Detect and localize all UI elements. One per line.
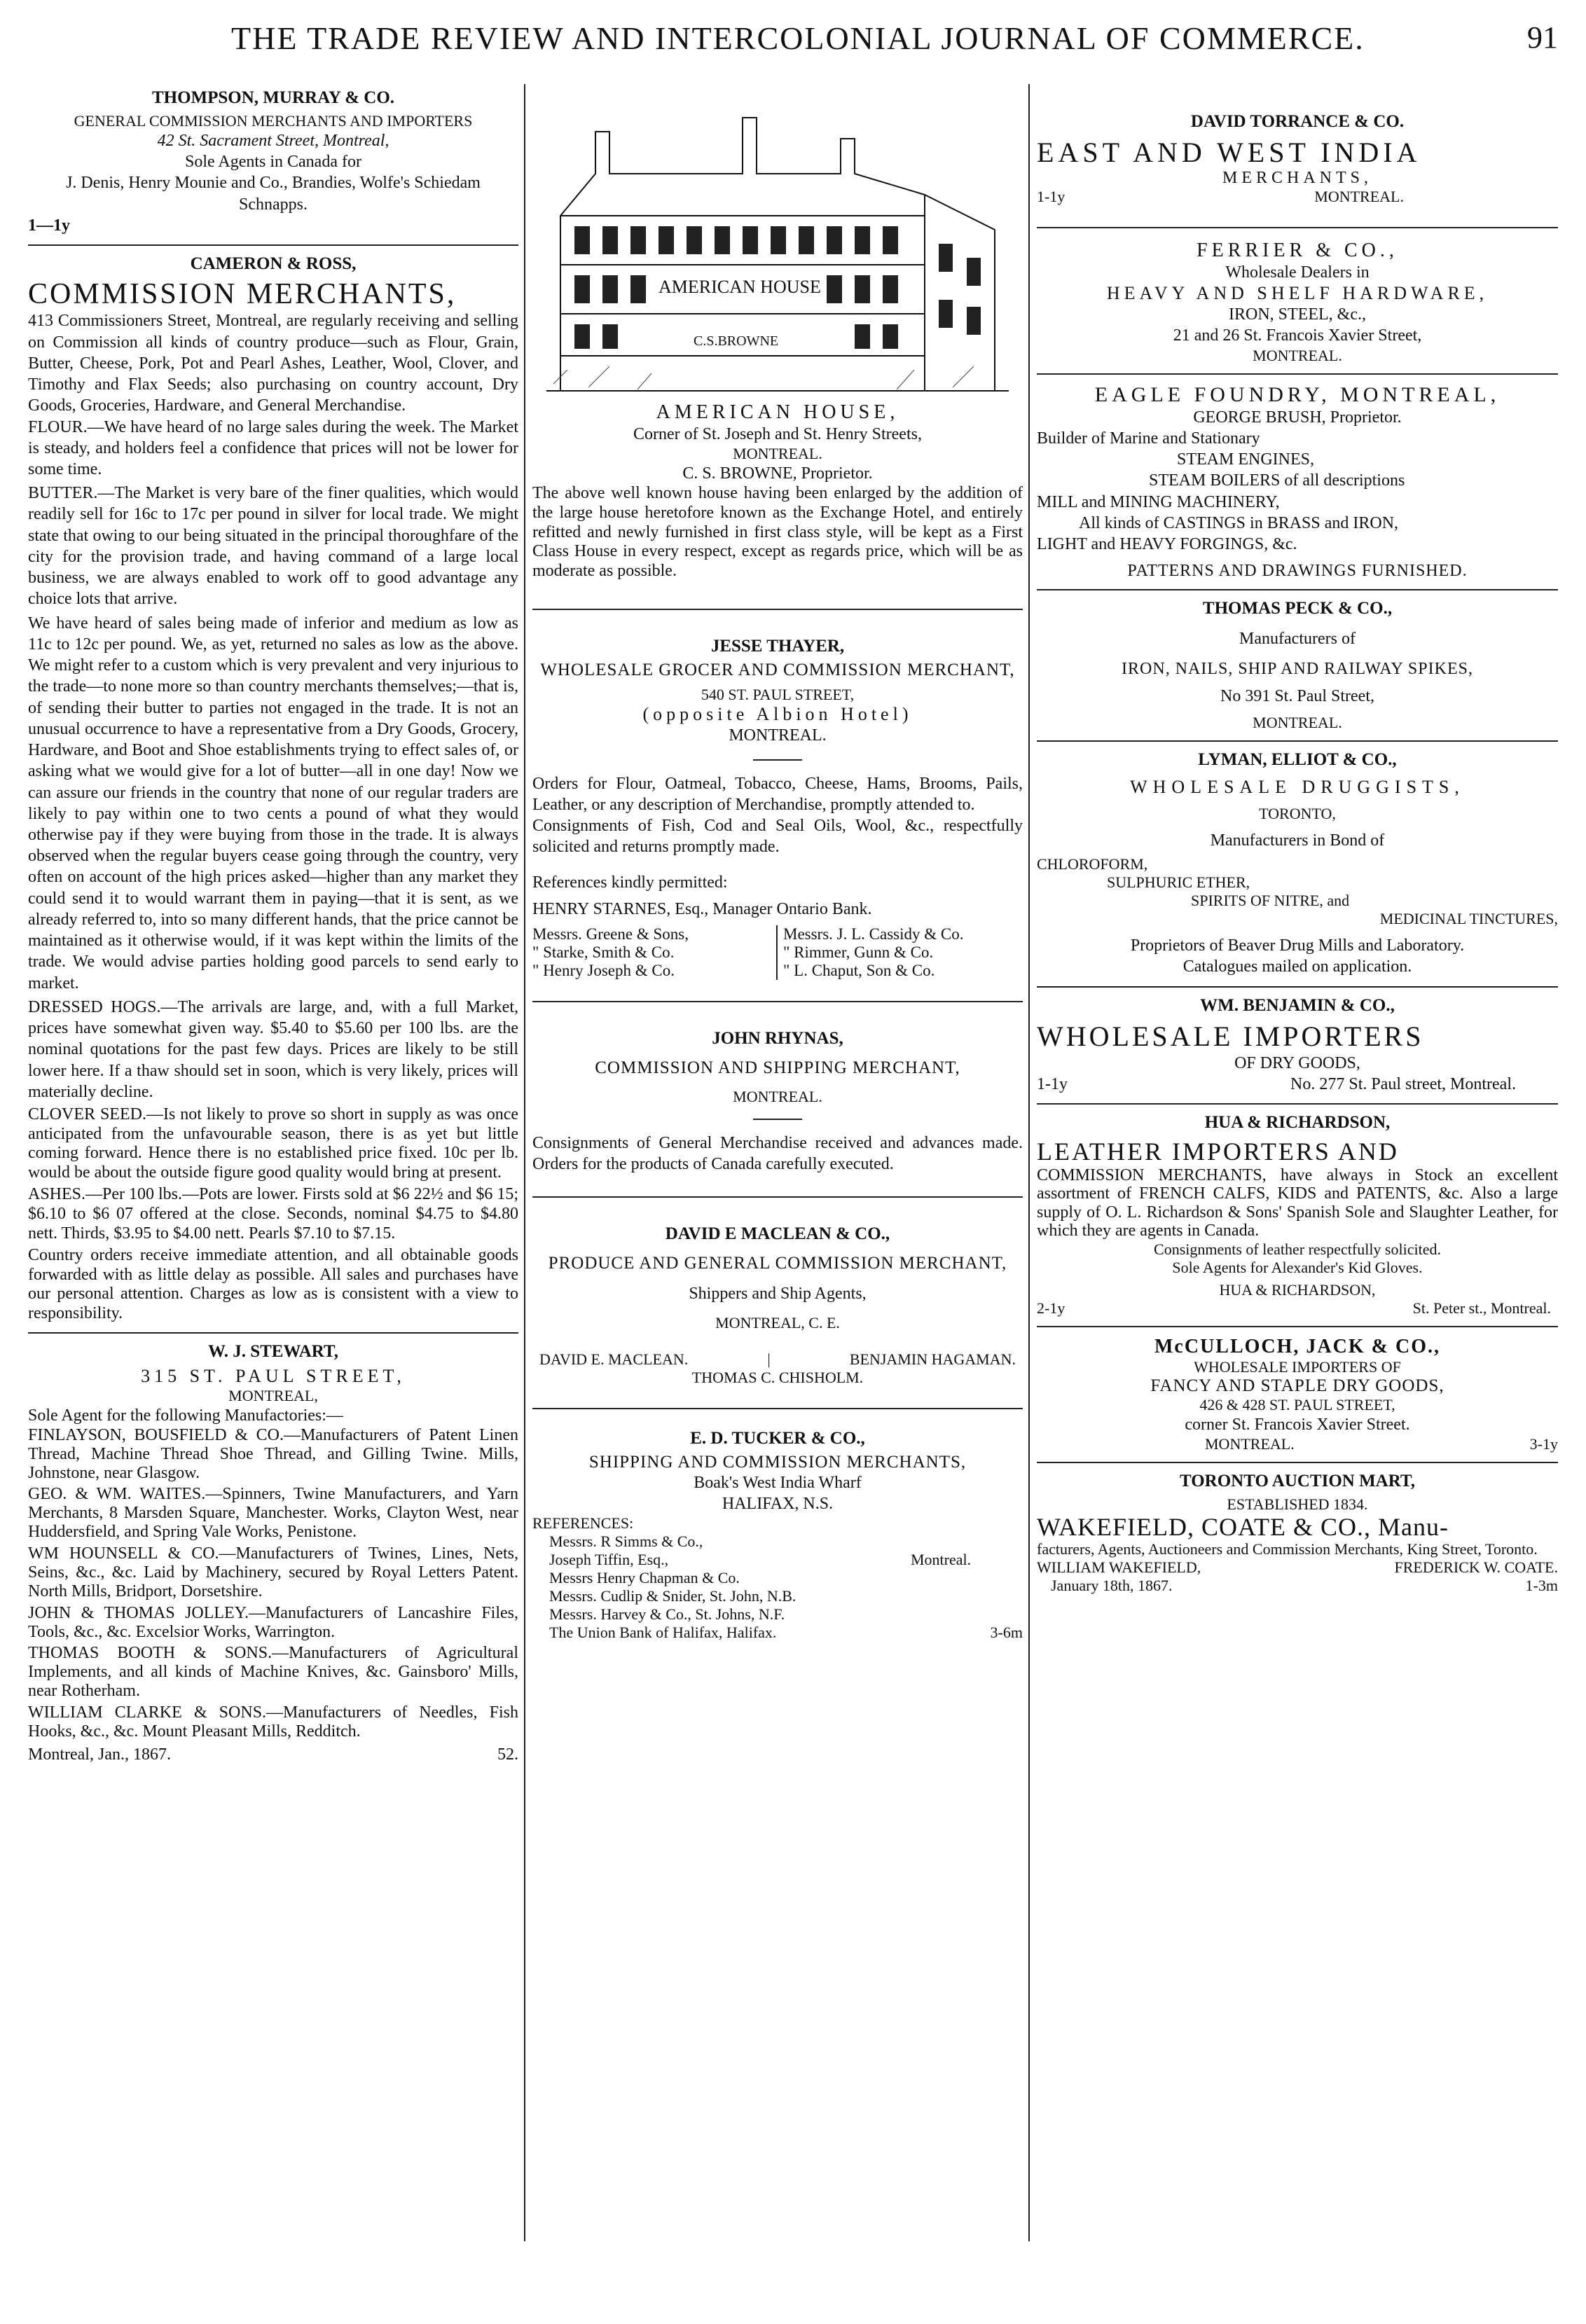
firm-name: EAGLE FOUNDRY, MONTREAL, — [1094, 382, 1501, 406]
ad-body: Consignments of General Merchandise received and advances made. Orders for the products of Canada carefully executed. — [532, 1134, 1023, 1174]
address: 42 St. Sacrament Street, Montreal, — [157, 132, 389, 150]
reference: Messrs. R Simms & Co., — [549, 1533, 703, 1551]
city: MONTREAL. — [1253, 713, 1342, 731]
city: MONTREAL, C. E. — [715, 1313, 840, 1332]
product: SULPHURIC ETHER, — [1107, 873, 1250, 892]
ad-line: Manufacturers of — [1239, 630, 1356, 649]
firm-name: THOMPSON, MURRAY & CO. — [151, 88, 395, 107]
divider — [1037, 227, 1558, 228]
city: MONTREAL. — [1314, 188, 1404, 205]
ad-heading: LEATHER IMPORTERS AND — [1037, 1137, 1399, 1166]
firm-name: JESSE THAYER, — [710, 637, 845, 656]
firm-name: E. D. TUCKER & CO., — [690, 1428, 865, 1448]
ad-line: Sole Agents for Alexander's Kid Gloves. — [1172, 1258, 1423, 1276]
ad-line: J. Denis, Henry Mounie and Co., Brandies, Wolfe's Schiedam Schnapps. — [66, 174, 481, 214]
firm-name: WM. BENJAMIN & CO., — [1200, 995, 1395, 1015]
ad-toronto-auction-mart — [1037, 1472, 1558, 1595]
ad-line: IRON, STEEL, &c., — [1229, 305, 1366, 324]
ad-ferrier — [1037, 240, 1558, 365]
ad-jesse-thayer — [532, 618, 1023, 980]
ad-code: 1-1y — [1037, 1074, 1068, 1093]
address: corner St. Francois Xavier Street. — [1185, 1415, 1410, 1434]
ad-heading: WHOLESALE GROCER AND COMMISSION MERCHANT, — [540, 660, 1015, 680]
firm-name: LYMAN, ELLIOT & CO., — [1198, 749, 1397, 769]
manufacturer: WM HOUNSELL & CO.—Manufacturers of Twines, Lines, Nets, Seins, &c., &c. Laid by Machinery, secured by Royal Letters Patent. North Mills, Bridport, Dorsetshire. — [28, 1544, 518, 1600]
firm-name: W. J. STEWART, — [208, 1341, 338, 1361]
ad-body: 413 Commissioners Street, Montreal, are regularly receiving and selling on Commission all kinds of country produce—such as Flour, Grain, Butter, Cheese, Pork, Pot and Pearl Ashes, Leather, Wool, Clover, and Timothy and Flax Seeds; also purchasing on country account, Dry Goods, Groceries, Hardware, and General Merchandise. — [28, 312, 518, 415]
partner-name: WILLIAM WAKEFIELD, — [1037, 1558, 1201, 1576]
divider — [1037, 373, 1558, 375]
firm-name: DAVID TORRANCE & CO. — [1190, 112, 1405, 131]
ad-date: Montreal, Jan., 1867. — [28, 1745, 171, 1764]
ad-code: 1-1y — [1037, 188, 1066, 205]
city: MONTREAL. — [1205, 1434, 1295, 1453]
column-divider — [524, 84, 525, 2241]
ad-line: MERCHANTS, — [1222, 169, 1373, 187]
divider — [28, 1332, 518, 1334]
firm-name: AMERICAN HOUSE, — [656, 401, 899, 423]
manufacturer: THOMAS BOOTH & SONS.—Manufacturers of Agricultural Implements, and all kinds of Machine Knives, &c. Gainsboro' Mills, near Rotherham. — [28, 1644, 518, 1701]
ad-heading: EAST AND WEST INDIA — [1037, 137, 1421, 168]
address: No 391 St. Paul Street, — [1220, 686, 1374, 705]
address: Corner of St. Joseph and St. Henry Streets, — [633, 425, 922, 443]
ad-body: Consignments of Fish, Cod and Seal Oils, Wool, &c., respectfully solicited and returns promptly made. — [532, 817, 1023, 857]
ad-american-house — [532, 84, 1023, 581]
reference: Messrs. Harvey & Co., St. Johns, N.F. — [549, 1605, 785, 1624]
product: SPIRITS OF NITRE, and — [1191, 892, 1350, 910]
ad-wm-benjamin — [1037, 996, 1558, 1095]
ad-heading: IRON, NAILS, SHIP AND RAILWAY SPIKES, — [1122, 659, 1473, 678]
manufacturer: JOHN & THOMAS JOLLEY.—Manufacturers of Lancashire Files, Tools, &c., &c. Excelsior Works, Warrington. — [28, 1603, 518, 1641]
ad-line: All kinds of CASTINGS in BRASS and IRON, — [1079, 513, 1399, 532]
ad-line: Builder of Marine and Stationary — [1037, 429, 1260, 448]
reference: " Rimmer, Gunn & Co. — [783, 943, 934, 962]
ad-line: OF DRY GOODS, — [1234, 1053, 1360, 1072]
product: CHLOROFORM, — [1037, 855, 1148, 873]
ad-body: Orders for Flour, Oatmeal, Tobacco, Cheese, Hams, Brooms, Pails, Leather, or any description of Merchandise, promptly attended to. — [532, 774, 1023, 814]
city: MONTREAL. — [1253, 346, 1342, 364]
ad-line: Consignments of leather respectfully solicited. — [1154, 1240, 1441, 1258]
ad-line: Sole Agent for the following Manufactories:— — [28, 1406, 343, 1425]
ad-heading: WAKEFIELD, COATE & CO., Manu- — [1037, 1512, 1449, 1541]
ad-mcculloch-jack — [1037, 1336, 1558, 1453]
address: No. 277 St. Paul street, Montreal. — [1290, 1074, 1516, 1093]
reference: The Union Bank of Halifax, Halifax. — [549, 1624, 777, 1642]
partner-name: FREDERICK W. COATE. — [1394, 1558, 1558, 1576]
ad-line: STEAM ENGINES, — [1177, 450, 1314, 469]
manufacturer: FINLAYSON, BOUSFIELD & CO.—Manufacturers of Patent Linen Thread, Machine Thread Shoe Thread, and Gilling Twine. Mills, Johnstone, near Glasgow. — [28, 1425, 518, 1482]
ad-code: 2-1y — [1037, 1299, 1066, 1317]
address: St. Peter st., Montreal. — [1412, 1299, 1551, 1317]
ad-thompson-murray — [28, 88, 518, 236]
divider — [1037, 1462, 1558, 1463]
partner-name: BENJAMIN HAGAMAN. — [849, 1350, 1016, 1368]
reference: " L. Chaput, Son & Co. — [783, 962, 935, 980]
ad-line: PATTERNS AND DRAWINGS FURNISHED. — [1127, 562, 1468, 581]
ad-thomas-peck — [1037, 599, 1558, 731]
svg-text:C.S.BROWNE: C.S.BROWNE — [694, 333, 779, 349]
divider — [1037, 986, 1558, 988]
refs-label: REFERENCES: — [532, 1514, 634, 1533]
ad-stewart — [28, 1342, 518, 1765]
ad-body: facturers, Agents, Auctioneers and Commission Merchants, King Street, Toronto. — [1037, 1540, 1538, 1558]
divider — [532, 1196, 1023, 1198]
product: MEDICINAL TINCTURES, — [1379, 910, 1558, 928]
ad-code: 52. — [497, 1745, 518, 1764]
divider — [753, 759, 802, 761]
ad-heading: HEAVY AND SHELF HARDWARE, — [1106, 283, 1489, 304]
firm-name: THOMAS PECK & CO., — [1202, 599, 1393, 618]
city: MONTREAL. — [733, 1088, 822, 1106]
market-clover: CLOVER SEED.—Is not likely to prove so short in supply as was once anticipated from the unfavourable season, there is as yet but little coming forward. Hence there is no established price fixed. 10c per lb. would be about the outside figure good quality would bring at present. — [28, 1105, 518, 1182]
market-country: Country orders receive immediate attention, and all obtainable goods forwarded with as little delay as possible. All sales and purchases have our personal attention. Charges as low as is consistent with a view to responsibility. — [28, 1246, 518, 1322]
ad-tucker — [532, 1418, 1023, 1642]
city: Montreal. — [911, 1551, 972, 1569]
address: 540 ST. PAUL STREET, — [701, 686, 855, 704]
ad-line: WHOLESALE IMPORTERS OF — [1194, 1357, 1401, 1376]
city: MONTREAL. — [733, 445, 822, 463]
ad-david-maclean: DAVID E MACLEAN & CO., PRODUCE AND GENERAL COMMISSION MERCHANT, Shippers and Ship Agents, MONTREAL, C. E. DAVID E. MACLEAN. | BENJAMIN HAGAMAN. THOMAS C. CHISHOLM. — [532, 1206, 1023, 1387]
city: MONTREAL, — [228, 1386, 318, 1404]
market-flour: FLOUR.—We have heard of no large sales during the week. The Market is steady, and holders feel a confidence that prices will not be lower for some time. — [28, 417, 518, 478]
firm-name: HUA & RICHARDSON, — [1204, 1112, 1391, 1132]
ad-line: Wholesale Dealers in — [1225, 263, 1370, 282]
ad-code: 1—1y — [28, 216, 70, 235]
journal-title: THE TRADE REVIEW AND INTERCOLONIAL JOURNAL OF COMMERCE. — [231, 20, 1365, 56]
market-sales: We have heard of sales being made of inferior and medium as low as 11c to 12c per pound. We, as yet, returned no sales as low as the above. We might refer to a custom which is very prevalent and very injurious to the trade—to none more so than country merchants themselves;—that is, of sending their butter to parties not engaged in the trade. It is not an unusual occurrence to have a representative from a Dry Goods, Grocery, Hardware, and Boot and Shoe establishments trying to effect sales of, or asking what we would give for a lot of butter—all in one day! Now we can assure our friends in the country that none of our regular traders are likely to pay within one to two cents a pound of what they would otherwise pay if they were buying from those in the trade. It is always observed when the regular buyers cease going through the country, very often on account of the high prices asked—higher than any market they could send it to would warrant them in paying—that it is sent, as we already referred to, into so many different hands, that the price cannot be maintained as it otherwise would, if it was kept within the limits of the trade. We would advise parties holding good parcels to send early to market. — [28, 614, 518, 992]
proprietor: GEORGE BRUSH, Proprietor. — [1193, 408, 1402, 427]
reference: Joseph Tiffin, Esq., — [549, 1551, 669, 1569]
market-ashes: ASHES.—Per 100 lbs.—Pots are lower. Firsts sold at $6 22½ and $6 15; $6.10 to $6 07 offered at the close. Seconds, nominal $4.75 to $4.80 nett. Thirds, $3.95 to $4.00 nett. Pearls $7.10 to $7.15. — [28, 1185, 518, 1243]
ad-line: MILL and MINING MACHINERY, — [1037, 492, 1280, 511]
address: 315 ST. PAUL STREET, — [141, 1365, 406, 1386]
divider — [532, 1408, 1023, 1409]
reference: Messrs. Cudlip & Snider, St. John, N.B. — [549, 1587, 797, 1605]
ad-heading: PRODUCE AND GENERAL COMMISSION MERCHANT, — [548, 1253, 1007, 1273]
column-divider — [1028, 84, 1030, 2241]
divider — [1037, 1103, 1558, 1105]
firm-name: FERRIER & CO., — [1197, 240, 1398, 261]
column-right — [1037, 84, 1558, 2241]
city: MONTREAL. — [729, 726, 827, 745]
city: TORONTO, — [1259, 804, 1336, 822]
firm-name: JOHN RHYNAS, — [712, 1029, 843, 1049]
market-hogs: DRESSED HOGS.—The arrivals are large, and, with a full Market, prices have somewhat given way. $5.40 to $5.60 per 100 lbs. are the nominal quotations for the past few days. Prices are likely to be still lower here. If a thaw should set in soon, which is very likely, prices will materially decline. — [28, 997, 518, 1101]
ad-line: Sole Agents in Canada for — [185, 153, 361, 172]
column-middle — [532, 84, 1023, 2241]
proprietor: C. S. BROWNE, Proprietor. — [682, 464, 873, 483]
firm-name: CAMERON & ROSS, — [190, 254, 357, 274]
firm-name: DAVID E MACLEAN & CO., — [665, 1224, 890, 1243]
ad-lyman-elliot — [1037, 750, 1558, 978]
ad-heading: FANCY AND STAPLE DRY GOODS, — [1150, 1376, 1444, 1395]
ad-hua-richardson — [1037, 1113, 1558, 1317]
ad-heading: WHOLESALE DRUGGISTS, — [1130, 776, 1465, 797]
ad-line: ESTABLISHED 1834. — [1227, 1495, 1368, 1513]
ad-line: Catalogues mailed on application. — [1182, 957, 1412, 976]
divider — [28, 244, 518, 246]
partner-name: DAVID E. MACLEAN. — [539, 1350, 689, 1368]
ad-date: January 18th, 1867. — [1051, 1576, 1173, 1594]
ad-code: 1-3m — [1525, 1576, 1558, 1594]
ad-line: GENERAL COMMISSION MERCHANTS AND IMPORTERS — [74, 112, 473, 130]
reference: Messrs. Greene & Sons, — [532, 925, 689, 943]
firm-signature: HUA & RICHARDSON, — [1219, 1280, 1376, 1299]
ad-david-torrance — [1037, 112, 1558, 206]
address: (opposite Albion Hotel) — [642, 704, 913, 725]
page-header — [28, 20, 1558, 69]
divider — [532, 609, 1023, 610]
ad-eagle-foundry — [1037, 383, 1558, 581]
manufacturer: WILLIAM CLARKE & SONS.—Manufacturers of Needles, Fish Hooks, &c., &c. Mount Pleasant Mills, Redditch. — [28, 1703, 518, 1741]
ad-line: Shippers and Ship Agents, — [689, 1284, 867, 1303]
svg-text:AMERICAN HOUSE: AMERICAN HOUSE — [658, 277, 821, 297]
reference: " Starke, Smith & Co. — [532, 943, 675, 962]
ad-cameron-ross — [28, 254, 518, 1323]
reference: HENRY STARNES, Esq., Manager Ontario Bank. — [532, 899, 872, 918]
manufacturer: GEO. & WM. WAITES.—Spinners, Twine Manufacturers, and Yarn Merchants, 8 Marsden Square, Manchester. Works, Clayton West, near Huddersfield, and Spring Vale Works, Penistone. — [28, 1485, 518, 1542]
ad-body: The above well known house having been enlarged by the addition of the large house heretofore known as the Exchange Hotel, and entirely refitted and newly furnished in first class style, will be kept as a First Class House in every respect, except as regards price, which will be as moderate as possible. — [532, 484, 1023, 580]
divider — [1037, 1326, 1558, 1327]
address: Boak's West India Wharf — [694, 1473, 862, 1492]
reference: Messrs Henry Chapman & Co. — [549, 1569, 740, 1587]
ad-heading: SHIPPING AND COMMISSION MERCHANTS, — [588, 1452, 967, 1472]
ad-line: Manufacturers in Bond of — [1210, 831, 1385, 850]
ad-code: 3-1y — [1529, 1434, 1558, 1453]
ad-john-rhynas — [532, 1011, 1023, 1175]
ad-heading: COMMISSION MERCHANTS, — [28, 278, 457, 311]
market-butter: BUTTER.—The Market is very bare of the finer qualities, which would readily sell for 16c to 17c per pound in silver for local trade. We might state that owing to our being situated in the principal thoroughfare of the city for the provision trade, and having command of a large local business, we are always enabled to work off to good advantage any choice lots that arrive. — [28, 484, 518, 609]
city: HALIFAX, N.S. — [722, 1495, 834, 1514]
firm-name: McCULLOCH, JACK & CO., — [1154, 1335, 1440, 1357]
divider — [1037, 740, 1558, 742]
firm-name: TORONTO AUCTION MART, — [1180, 1471, 1415, 1490]
ad-heading: WHOLESALE IMPORTERS — [1037, 1020, 1424, 1052]
page-number: 91 — [1527, 20, 1558, 55]
reference: Messrs. J. L. Cassidy & Co. — [783, 925, 964, 943]
partner-name: THOMAS C. CHISHOLM. — [691, 1368, 864, 1386]
ad-body: COMMISSION MERCHANTS, have always in Stock an excellent assortment of FRENCH CALFS, KIDS and PATENTS, &c. Also a large supply of O. L. Richardson & Sons' Spanish Sole and Slaughter Leather, for which they are agents in Canada. — [1037, 1166, 1558, 1240]
divider — [753, 1119, 802, 1120]
refs-label: References kindly permitted: — [532, 873, 728, 892]
divider — [532, 1001, 1023, 1002]
column-left — [28, 84, 518, 2241]
ad-code: 3-6m — [990, 1624, 1023, 1642]
ad-line: STEAM BOILERS of all descriptions — [1149, 471, 1405, 490]
address: 426 & 428 ST. PAUL STREET, — [1199, 1395, 1395, 1413]
ad-line: Proprietors of Beaver Drug Mills and Laboratory. — [1130, 936, 1465, 955]
divider — [1037, 589, 1558, 590]
ad-line: LIGHT and HEAVY FORGINGS, &c. — [1037, 535, 1297, 554]
address: 21 and 26 St. Francois Xavier Street, — [1173, 326, 1422, 345]
hotel-illustration — [532, 90, 1023, 398]
ad-heading: COMMISSION AND SHIPPING MERCHANT, — [595, 1058, 960, 1078]
reference: " Henry Joseph & Co. — [532, 962, 675, 980]
